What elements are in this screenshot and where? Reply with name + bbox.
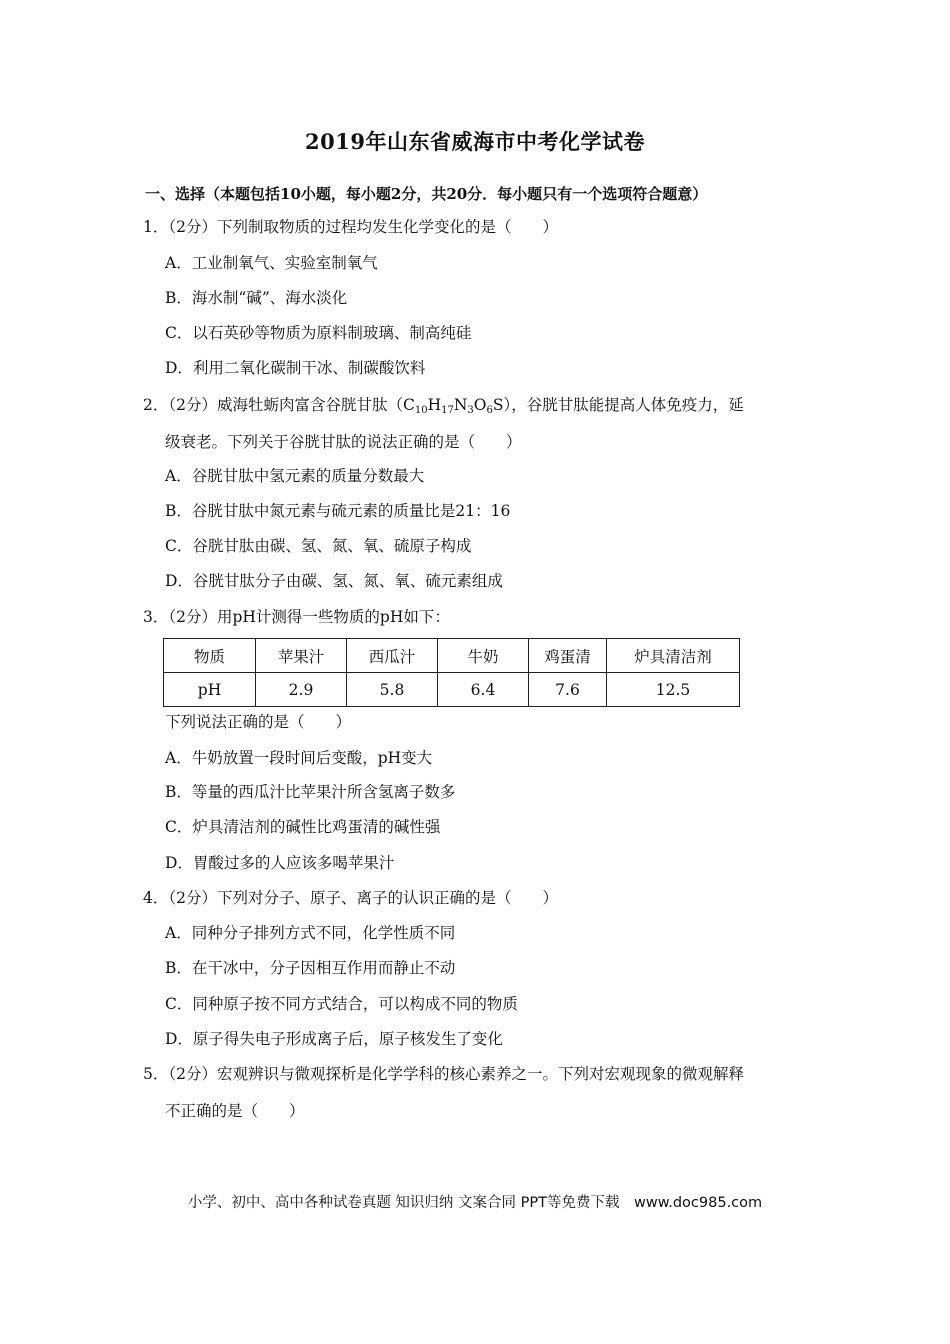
- ph-table-header-cell: 西瓜汁: [347, 639, 438, 673]
- question-1-option-d: D．利用二氧化碳制干冰、制碳酸饮料: [165, 359, 426, 377]
- formula-subscript-h: 17: [441, 405, 454, 416]
- ph-table-cell: 6.4: [438, 673, 529, 707]
- question-3-option-d: D．胃酸过多的人应该多喝苹果汁: [165, 854, 395, 872]
- formula-element-h: H: [427, 396, 442, 414]
- ph-table-header-cell: 牛奶: [438, 639, 529, 673]
- question-4-option-a: A．同种分子排列方式不同，化学性质不同: [165, 924, 456, 942]
- question-2-option-a: A．谷胱甘肽中氢元素的质量分数最大: [165, 467, 425, 485]
- formula-element-n: N: [453, 396, 468, 414]
- question-2-option-c: C．谷胱甘肽由碳、氢、氮、氧、硫原子构成: [165, 537, 472, 555]
- question-3-option-c: C．炉具清洁剂的碱性比鸡蛋清的碱性强: [165, 818, 441, 836]
- formula-element-o: O: [473, 396, 487, 414]
- formula-element-s: S: [492, 396, 504, 414]
- ph-table-cell: 12.5: [607, 673, 740, 707]
- formula-subscript-c: 10: [414, 405, 428, 416]
- ph-table-cell: 7.6: [529, 673, 607, 707]
- question-3-stem: 3．（2分）用pH计测得一些物质的pH如下：: [143, 608, 450, 626]
- ph-table-cell: 5.8: [347, 673, 438, 707]
- question-3-option-b: B．等量的西瓜汁比苹果汁所含氢离子数多: [165, 783, 456, 801]
- ph-table-cell: pH: [164, 673, 256, 707]
- question-3-option-a: A．牛奶放置一段时间后变酸，pH变大: [165, 749, 433, 767]
- ph-table-header-cell: 物质: [164, 639, 256, 673]
- question-4-option-b: B．在干冰中，分子因相互作用而静止不动: [165, 959, 456, 977]
- question-4-stem: 4．（2分）下列对分子、原子、离子的认识正确的是（ ）: [143, 889, 558, 907]
- formula-subscript-o: 6: [486, 405, 493, 416]
- footer-banner: 小学、初中、高中各种试卷真题 知识归纳 文案合同 PPT等免费下载 www.doc985.com: [187, 1195, 763, 1211]
- question-1-option-a: A．工业制氧气、实验室制氧气: [165, 254, 378, 272]
- question-5-stem-continued: 不正确的是（ ）: [165, 1102, 305, 1120]
- question-2-stem-continued: 级衰老。下列关于谷胱甘肽的说法正确的是（ ）: [165, 433, 522, 451]
- ph-table-row: [164, 673, 740, 707]
- ph-table-header-row: [164, 639, 740, 673]
- ph-table-header-cell: 鸡蛋清: [529, 639, 607, 673]
- question-2-option-d: D．谷胱甘肽分子由碳、氢、氮、氧、硫元素组成: [165, 572, 503, 590]
- question-1-stem: 1．（2分）下列制取物质的过程均发生化学变化的是（ ）: [143, 218, 558, 236]
- ph-table-cell: 2.9: [256, 673, 347, 707]
- question-1-option-c: C．以石英砂等物质为原料制玻璃、制高纯硅: [165, 324, 472, 342]
- question-1-option-b: B．海水制“碱”、海水淡化: [165, 289, 348, 307]
- section-heading: 一、选择（本题包括10小题，每小题2分，共20分．每小题只有一个选项符合题意）: [145, 185, 708, 203]
- question-3-prompt: 下列说法正确的是（ ）: [165, 713, 352, 731]
- question-2-stem-post: ），谷胱甘肽能提高人体免疫力，延: [503, 396, 744, 414]
- question-4-option-d: D．原子得失电子形成离子后，原子核发生了变化: [165, 1030, 503, 1048]
- question-5-stem: 5．（2分）宏观辨识与微观探析是化学学科的核心素养之一。下列对宏观现象的微观解释: [143, 1065, 744, 1083]
- formula-subscript-n: 3: [467, 405, 474, 416]
- page-title: 2019年山东省威海市中考化学试卷: [305, 129, 645, 154]
- ph-table-header-cell: 苹果汁: [256, 639, 347, 673]
- question-2-stem-pre: 2．（2分）威海牡蛎肉富含谷胱甘肽（C: [143, 396, 415, 414]
- question-2-stem: [143, 395, 744, 415]
- ph-table-header-cell: 炉具清洁剂: [607, 639, 740, 673]
- question-4-option-c: C．同种原子按不同方式结合，可以构成不同的物质: [165, 995, 518, 1013]
- ph-table: [163, 638, 740, 707]
- question-2-option-b: B．谷胱甘肽中氮元素与硫元素的质量比是21：16: [165, 502, 511, 520]
